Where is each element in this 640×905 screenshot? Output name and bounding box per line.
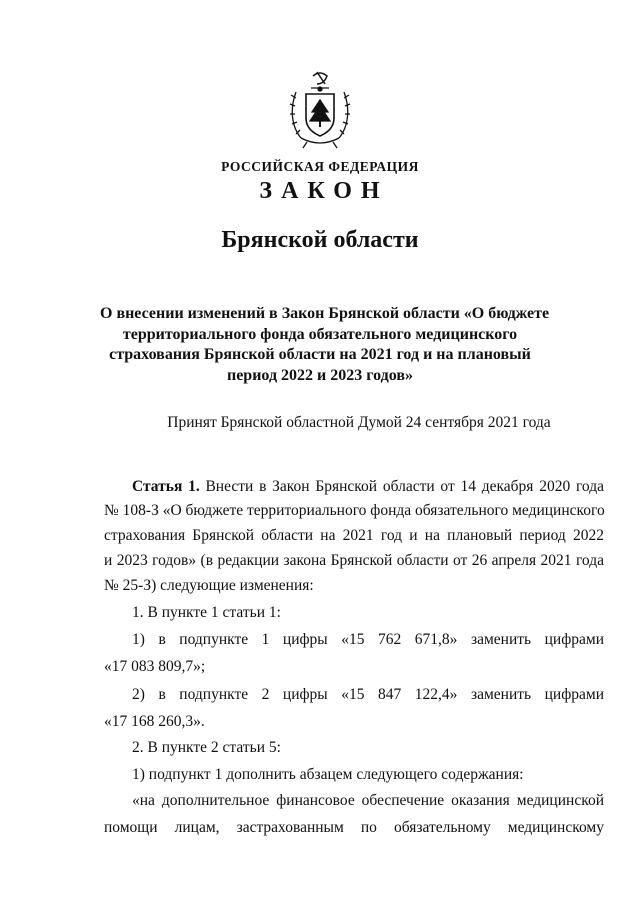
title-line: территориального фонда обязательного медицинского	[122, 325, 518, 343]
region-heading: Брянской области	[221, 227, 419, 253]
law-title	[100, 304, 550, 386]
article-label: Статья 1.	[132, 478, 200, 495]
title-line: О внесении изменений в Закон Брянской области «О бюджете	[100, 305, 550, 322]
subitem-line: 2) в подпункте 2 цифры «15 847 122,4» заменить цифрами	[132, 686, 604, 703]
body-line: страхования Брянской области на 2021 год и на плановый период 2022	[104, 527, 604, 544]
adoption-note: Принят Брянской областной Думой 24 сентября 2021 года	[167, 414, 551, 431]
title-line: период 2022 и 2023 годов»	[226, 366, 414, 384]
body-line: «17 083 809,7»;	[104, 658, 206, 675]
item-heading: 1. В пункте 1 статьи 1:	[132, 604, 281, 621]
coat-of-arms-emblem	[287, 68, 353, 150]
body-line: № 108-З «О бюджете территориального фонда обязательного медицинского	[104, 502, 605, 519]
subitem-line: 1) подпункт 1 дополнить абзацем следующего содержания:	[132, 766, 524, 783]
body-line: и 2023 годов» (в редакции закона Брянской области от 26 апреля 2021 года	[104, 552, 604, 569]
body-line: помощи лицам, застрахованным по обязательному медицинскому	[104, 819, 604, 836]
item-heading: 2. В пункте 2 статьи 5:	[132, 739, 281, 756]
federation-heading: РОССИЙСКАЯ ФЕДЕРАЦИЯ	[221, 159, 419, 174]
body-line: «17 168 260,3».	[104, 713, 205, 730]
title-line: страхования Брянской области на 2021 год и на плановый	[109, 346, 531, 363]
subitem-line: 1) в подпункте 1 цифры «15 762 671,8» заменить цифрами	[132, 631, 604, 648]
article-text: Внести в Закон Брянской области от 14 декабря 2020 года	[199, 478, 604, 495]
article-first-line	[104, 478, 604, 496]
quoted-text-line: «на дополнительное финансовое обеспечение оказания медицинской	[132, 792, 604, 809]
body-line: № 25-З) следующие изменения:	[104, 577, 314, 594]
law-heading: ЗАКОН	[259, 178, 389, 204]
